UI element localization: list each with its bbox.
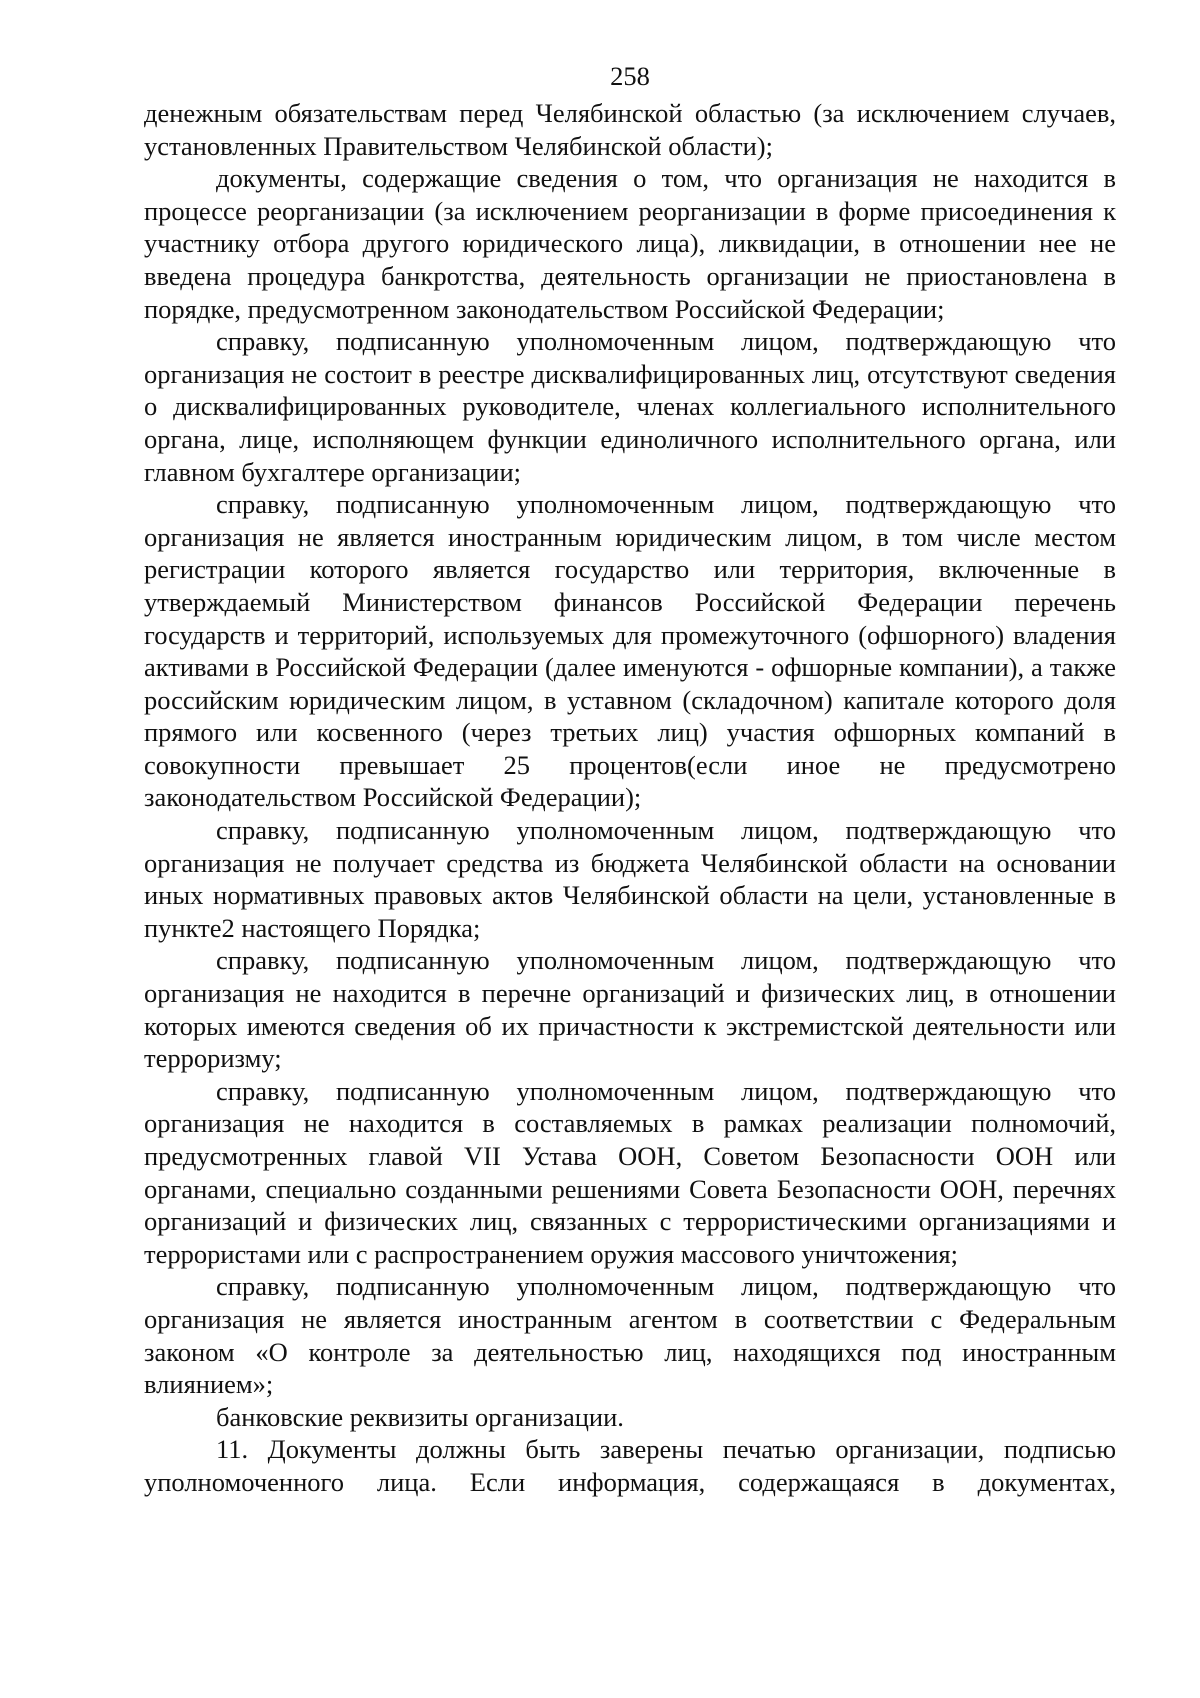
paragraph-foreign-agent-certificate: справку, подписанную уполномоченным лицом, подтверждающую что организация не является иностранным агентом в соответствии с Федеральным законом «О контроле за деятельностью лиц, находящихся под иностранным влиянием»; bbox=[144, 1271, 1116, 1400]
paragraph-offshore-certificate: справку, подписанную уполномоченным лицом, подтверждающую что организация не является иностранным юридическим лицом, в том числе местом регистрации которого является государство или территория, включенные в утверждаемый Министерством финансов Российской Федерации перечень государств и территорий, используемых для промежуточного (офшорного) владения активами в Российской Федерации (далее именуются - офшорные компании), а также российским юридическим лицом, в уставном (складочном) капитале которого доля прямого или косвенного (через третьих лиц) участия офшорных компаний в совокупности превышает 25 процентов(если иное не предусмотрено законодательством Российской Федерации); bbox=[144, 489, 1116, 813]
paragraph-reorganization-documents: документы, содержащие сведения о том, что организация не находится в процессе реорганизации (за исключением реорганизации в форме присоединения к участнику отбора другого юридического лица), ликвидации, в отношении нее не введена процедура банкротства, деятельность организации не приостановлена в порядке, предусмотренном законодательством Российской Федерации; bbox=[144, 163, 1116, 324]
document-page bbox=[144, 60, 1116, 1499]
paragraph-extremism-certificate: справку, подписанную уполномоченным лицом, подтверждающую что организация не находится в перечне организаций и физических лиц, в отношении которых имеются сведения об их причастности к экстремистской деятельности или терроризму; bbox=[144, 945, 1116, 1074]
paragraph-continuation: денежным обязательствам перед Челябинской областью (за исключением случаев, установленных Правительством Челябинской области); bbox=[144, 98, 1116, 161]
page-number: 258 bbox=[610, 61, 650, 91]
paragraph-bank-details: банковские реквизиты организации. bbox=[216, 1401, 624, 1432]
paragraph-un-sanctions-certificate: справку, подписанную уполномоченным лицом, подтверждающую что организация не находится в составляемых в рамках реализации полномочий, предусмотренных главой VII Устава ООН, Советом Безопасности ООН или органами, специально созданными решениями Совета Безопасности ООН, перечнях организаций и физических лиц, связанных с террористическими организациями и террористами или с распространением оружия массового уничтожения; bbox=[144, 1075, 1116, 1269]
paragraph-budget-funds-certificate: справку, подписанную уполномоченным лицом, подтверждающую что организация не получает средства из бюджета Челябинской области на основании иных нормативных правовых актов Челябинской области на цели, установленные в пункте2 настоящего Порядка; bbox=[144, 815, 1116, 943]
paragraph-item-11: 11. Документы должны быть заверены печатью организации, подписью уполномоченного лица. Если информация, содержащаяся в документах, bbox=[144, 1434, 1116, 1497]
paragraph-disqualified-persons-certificate: справку, подписанную уполномоченным лицом, подтверждающую что организация не состоит в реестре дисквалифицированных лиц, отсутствуют сведения о дисквалифицированных руководителе, членах коллегиального исполнительного органа, лице, исполняющем функции единоличного исполнительного органа, или главном бухгалтере организации; bbox=[144, 326, 1116, 487]
